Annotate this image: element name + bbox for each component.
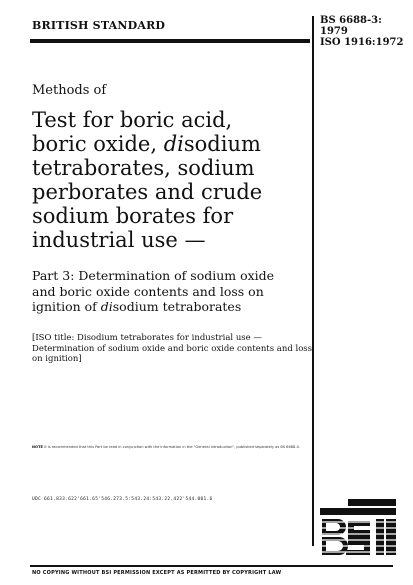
methods-of-label: Methods of bbox=[32, 83, 107, 98]
iso-title-line-1: [ISO title: Disodium tetraborates for industrial use — bbox=[32, 333, 262, 343]
top-rule bbox=[30, 39, 310, 43]
standard-number-line-2: 1979 bbox=[320, 26, 348, 37]
note-label: NOTE bbox=[32, 445, 43, 449]
udc-classification: UDC 661.833.622'661.65'546.273.5:543.24:543.22.422'544.001.6 bbox=[32, 497, 213, 502]
iso-title-line-2: Determination of sodium oxide and boric oxide contents and loss bbox=[32, 343, 313, 354]
main-title-line-3: tetraborates, sodium bbox=[32, 156, 255, 180]
note bbox=[32, 444, 302, 450]
main-title-line-2-italic: di bbox=[163, 132, 184, 156]
part-title bbox=[32, 268, 310, 315]
main-title bbox=[32, 108, 310, 252]
note-text: It is recommended that this Part be read in conjunction with the information in the "General introduction", published separately as BS 6688-0. bbox=[44, 445, 301, 449]
standard-number-block bbox=[320, 15, 410, 48]
main-title-line-4: perborates and crude bbox=[32, 180, 263, 204]
part-title-line-2: and boric oxide contents and loss on bbox=[32, 283, 264, 299]
main-title-line-2-a: boric oxide, bbox=[32, 132, 164, 156]
iso-title bbox=[32, 333, 314, 365]
part-title-line-3-italic: di bbox=[100, 299, 113, 314]
main-title-line-2 bbox=[32, 132, 310, 156]
standard-number-line-1: BS 6688-3: bbox=[320, 15, 382, 26]
publisher-heading: BRITISH STANDARD bbox=[32, 19, 166, 32]
copyright-footer: NO COPYING WITHOUT BSI PERMISSION EXCEPT AS PERMITTED BY COPYRIGHT LAW bbox=[32, 570, 282, 576]
main-title-line-1: Test for boric acid, bbox=[32, 108, 233, 132]
main-title-line-5: sodium borates for bbox=[32, 204, 234, 228]
vertical-rule bbox=[312, 16, 314, 546]
bottom-rule bbox=[30, 565, 393, 567]
part-title-line-3-a: ignition of bbox=[32, 299, 101, 314]
part-title-line-3-b: sodium tetraborates bbox=[112, 299, 242, 314]
main-title-line-6: industrial use — bbox=[32, 228, 206, 252]
part-title-line-1: Part 3: Determination of sodium oxide bbox=[32, 268, 275, 283]
main-title-line-2-b: sodium bbox=[183, 132, 261, 156]
standard-number-line-3: ISO 1916:1972 bbox=[320, 37, 404, 48]
part-title-line-3 bbox=[32, 299, 310, 315]
iso-title-line-3: on ignition] bbox=[32, 354, 82, 364]
bsi-logo-icon bbox=[318, 497, 398, 559]
